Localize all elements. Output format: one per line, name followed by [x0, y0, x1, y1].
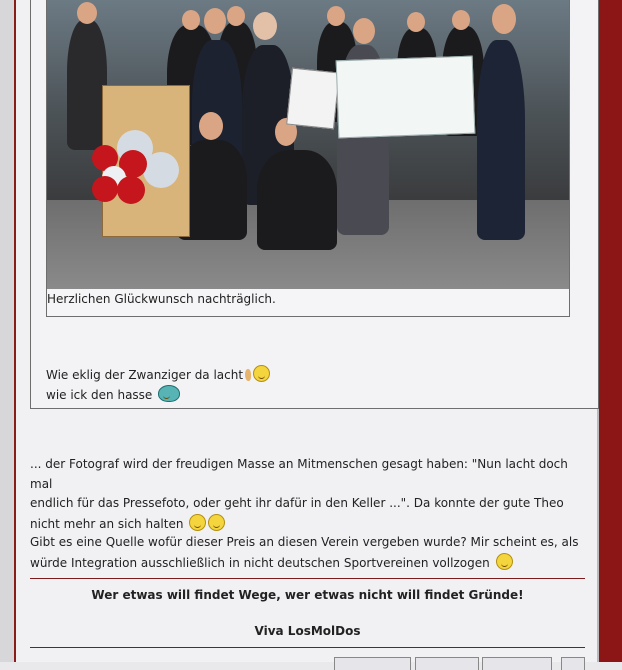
reply-paragraph-1-line-2: endlich für das Pressefoto, oder geht ihr dafür in den Keller ...". Da konnte der gute Theo	[30, 496, 564, 510]
smiley-icon	[253, 365, 270, 382]
post-action-button-3[interactable]	[482, 657, 552, 670]
reply-paragraph-1-line-3	[30, 514, 580, 535]
quoted-photo[interactable]	[47, 0, 569, 289]
quote-line-1-text: Wie eklig der Zwanziger da lacht	[46, 368, 244, 382]
post-action-button-1[interactable]	[334, 657, 411, 670]
post-action-button-4[interactable]	[561, 657, 585, 670]
signature-divider-top	[30, 578, 585, 579]
ear-icon	[245, 369, 251, 381]
quote-line-2-text: wie ick den hasse	[46, 388, 153, 402]
signature-motto: Wer etwas will findet Wege, wer etwas nicht will findet Gründe!	[91, 588, 524, 602]
reply-paragraph-2-line-2-text: würde Integration ausschließlich in nicht deutschen Sportvereinen vollzogen	[30, 555, 490, 570]
page-accent-bar-right	[599, 0, 622, 662]
reply-paragraph-1	[30, 455, 580, 534]
blush-smiley-icon	[189, 514, 206, 531]
grin-icon	[208, 514, 225, 531]
post-action-button-2[interactable]	[415, 657, 479, 670]
reply-paragraph-1-line-3-text: nicht mehr an sich halten	[30, 516, 184, 531]
reply-paragraph-1-line-1: ... der Fotograf wird der freudigen Masse an Mitmenschen gesagt haben: "Nun lacht doch mal	[30, 457, 568, 491]
reply-paragraph-2	[30, 533, 580, 573]
sick-face-icon	[158, 385, 180, 402]
signature-closing: Viva LosMolDos	[254, 624, 361, 638]
certificate	[286, 68, 340, 130]
reply-paragraph-2-line-1: Gibt es eine Quelle wofür dieser Preis an diesen Verein vergeben wurde? Mir scheint es, als	[30, 535, 579, 549]
page-margin-left	[0, 0, 14, 662]
reply-paragraph-2-line-2	[30, 553, 580, 574]
quote-line-1	[46, 365, 270, 382]
roll-eyes-icon	[496, 553, 513, 570]
photo-caption: Herzlichen Glückwunsch nachträglich.	[47, 292, 276, 306]
signature-divider-bottom	[30, 647, 585, 648]
oversized-cheque	[336, 56, 476, 139]
quote-line-2	[46, 385, 180, 402]
